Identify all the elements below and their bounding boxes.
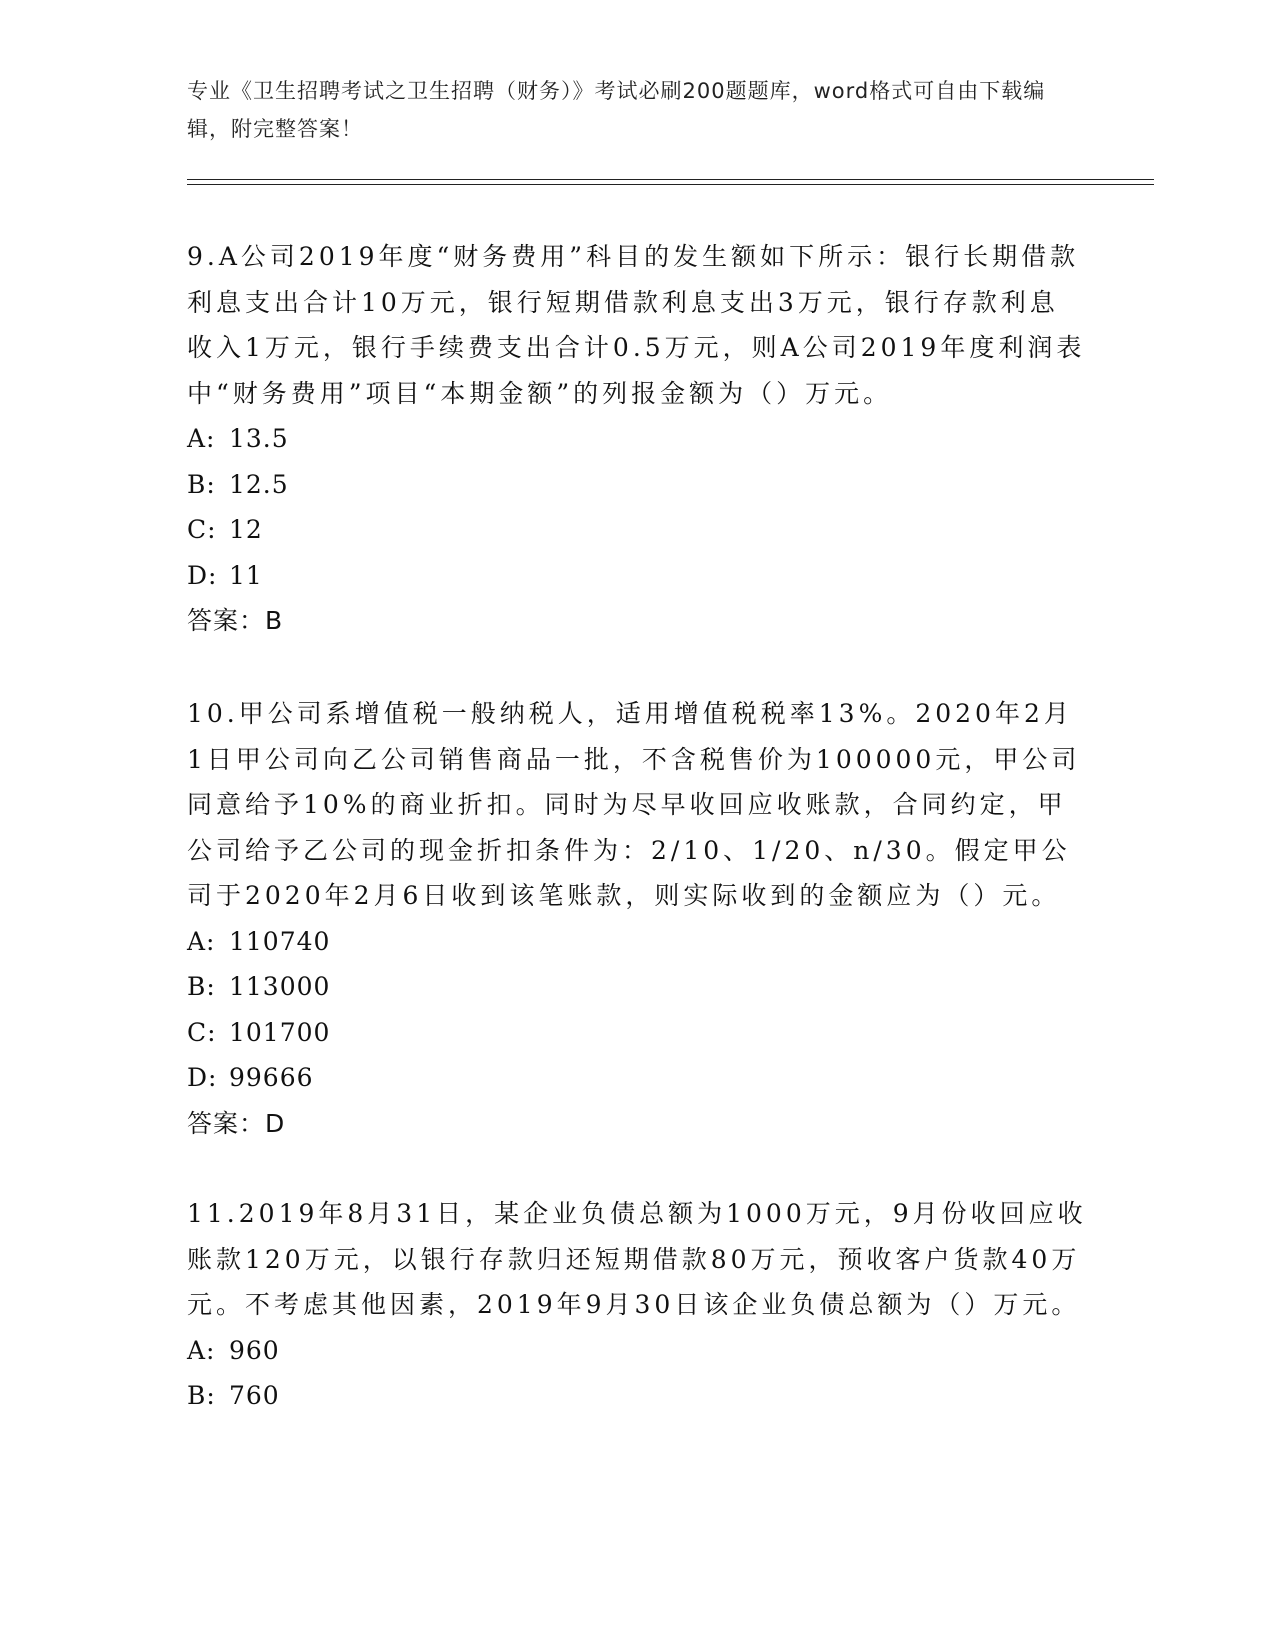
- option-text: 12: [229, 515, 263, 544]
- option-b: [187, 462, 1087, 508]
- option-c: [187, 1010, 1087, 1056]
- option-b: [187, 964, 1087, 1010]
- option-text: 11: [229, 560, 263, 590]
- option-text: 760: [229, 1381, 280, 1410]
- option-a: [187, 416, 1087, 462]
- header-divider-bottom: [187, 184, 1154, 185]
- document-header: 专业《卫生招聘考试之卫生招聘（财务）》考试必刷200题题库，word格式可自由下载编辑，附完整答案！: [187, 79, 1046, 141]
- question-stem: 11.2019年8月31日，某企业负债总额为1000万元，9月份收回应收账款120万元，以银行存款归还短期借款80万元，预收客户货款40万元。不考虑其他因素，2019年9月30日该企业负债总额为（）万元。: [187, 1199, 1087, 1319]
- option-label: B:: [187, 469, 216, 499]
- answer-line: 答案：B: [187, 606, 284, 635]
- option-label: A:: [187, 1335, 216, 1365]
- option-text: 960: [229, 1335, 280, 1365]
- option-text: 101700: [229, 1017, 331, 1047]
- question-10: [187, 691, 1087, 1146]
- option-label: C:: [187, 1017, 217, 1047]
- header-divider-top: [187, 179, 1154, 180]
- option-b: [187, 1373, 1087, 1419]
- question-11: [187, 1191, 1087, 1419]
- question-stem: 10.甲公司系增值税一般纳税人，适用增值税税率13%。2020年2月1日甲公司向乙公司销售商品一批，不含税售价为100000元，甲公司同意给予10%的商业折扣。同时为尽早收回应收账款，合同约定，甲公司给予乙公司的现金折扣条件为：2/10、1/20、n/30。假定甲公司于2020年2月6日收到该笔账款，则实际收到的金额应为（）元。: [187, 699, 1081, 910]
- option-label: D:: [187, 560, 218, 590]
- option-label: A:: [187, 926, 216, 956]
- option-a: [187, 919, 1087, 965]
- question-stem: 9.A公司2019年度“财务费用”科目的发生额如下所示：银行长期借款利息支出合计10万元，银行短期借款利息支出3万元，银行存款利息收入1万元，银行手续费支出合计0.5万元，则A公司2019年度利润表中“财务费用”项目“本期金额”的列报金额为（）万元。: [187, 242, 1086, 408]
- option-a: [187, 1328, 1087, 1374]
- option-label: A:: [187, 424, 216, 453]
- question-9: [187, 234, 1087, 644]
- option-d: [187, 1055, 1087, 1101]
- option-text: 12.5: [229, 469, 289, 499]
- option-label: B:: [187, 972, 216, 1001]
- option-label: C:: [187, 515, 217, 544]
- option-c: [187, 507, 1087, 553]
- option-text: 99666: [229, 1063, 314, 1092]
- option-label: B:: [187, 1381, 216, 1410]
- option-label: D:: [187, 1063, 218, 1092]
- option-text: 110740: [229, 926, 331, 956]
- option-d: [187, 553, 1087, 599]
- option-text: 13.5: [229, 424, 289, 453]
- answer-line: 答案：D: [187, 1108, 286, 1138]
- option-text: 113000: [229, 972, 331, 1001]
